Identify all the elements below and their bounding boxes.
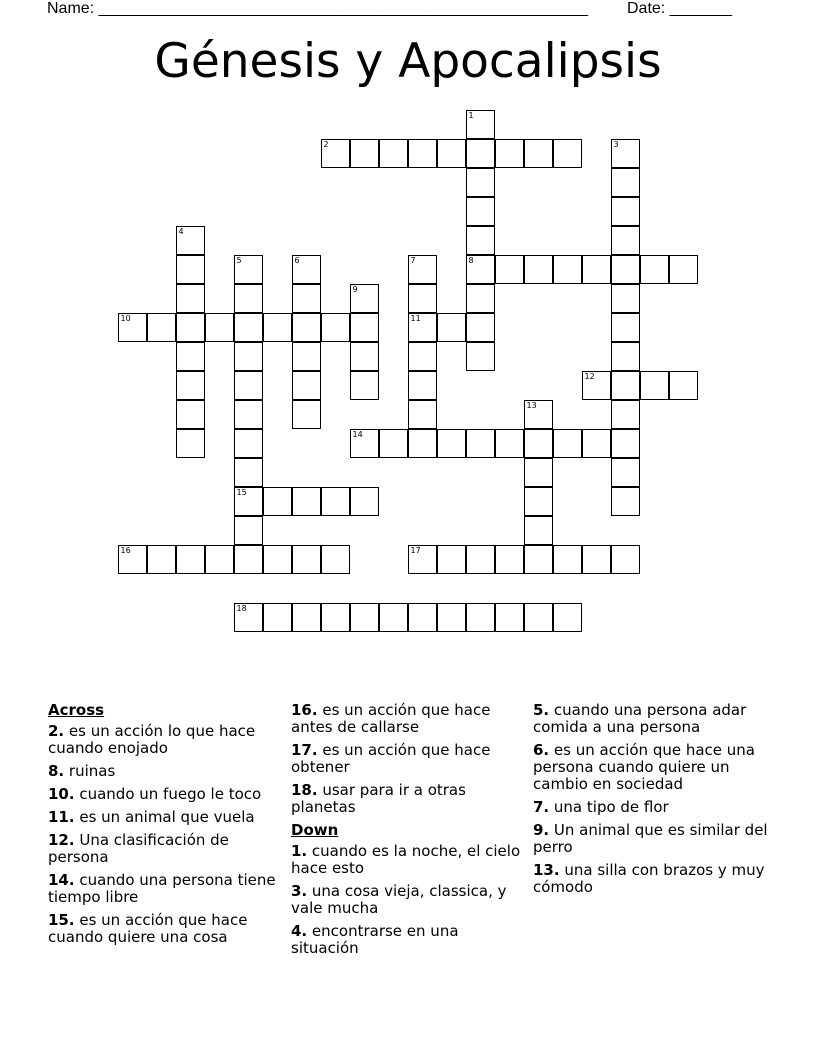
grid-cell[interactable] bbox=[350, 313, 379, 342]
grid-cell[interactable] bbox=[553, 139, 582, 168]
grid-cell[interactable] bbox=[466, 110, 495, 139]
grid-cell[interactable] bbox=[408, 284, 437, 313]
grid-cell[interactable] bbox=[408, 342, 437, 371]
clue-number: 10. bbox=[48, 785, 75, 803]
clue-down-13 bbox=[533, 862, 768, 896]
grid-cell[interactable] bbox=[234, 458, 263, 487]
grid-cell[interactable] bbox=[408, 545, 437, 574]
clue-number: 5. bbox=[533, 701, 550, 719]
clue-text: ruinas bbox=[68, 762, 116, 780]
grid-cell[interactable] bbox=[553, 545, 582, 574]
grid-cell[interactable] bbox=[524, 429, 553, 458]
grid-cell[interactable] bbox=[524, 400, 553, 429]
grid-cell[interactable] bbox=[524, 487, 553, 516]
clue-number: 14. bbox=[48, 871, 75, 889]
grid-cell[interactable] bbox=[350, 429, 379, 458]
cell-number: 9 bbox=[352, 285, 358, 294]
grid-cell[interactable] bbox=[292, 487, 321, 516]
grid-cell[interactable] bbox=[350, 371, 379, 400]
grid-cell[interactable] bbox=[234, 371, 263, 400]
grid-cell[interactable] bbox=[118, 545, 147, 574]
grid-cell[interactable] bbox=[611, 197, 640, 226]
grid-cell[interactable] bbox=[205, 313, 234, 342]
grid-cell[interactable] bbox=[234, 545, 263, 574]
grid-cell[interactable] bbox=[437, 139, 466, 168]
clue-text: una silla con brazos y muy cómodo bbox=[533, 861, 765, 896]
clue-number: 12. bbox=[48, 831, 75, 849]
grid-cell[interactable] bbox=[350, 342, 379, 371]
grid-cell[interactable] bbox=[437, 545, 466, 574]
clue-down-7 bbox=[533, 799, 768, 816]
cell-number: 2 bbox=[323, 140, 329, 149]
clue-text: es un acción que hace cuando quiere una cosa bbox=[48, 911, 248, 946]
clue-across-10 bbox=[48, 786, 283, 803]
grid-cell[interactable] bbox=[524, 545, 553, 574]
grid-cell[interactable] bbox=[611, 371, 640, 400]
grid-cell[interactable] bbox=[176, 255, 205, 284]
grid-cell[interactable] bbox=[176, 226, 205, 255]
clue-text: Un animal que es similar del perro bbox=[533, 821, 768, 856]
grid-cell[interactable] bbox=[524, 255, 553, 284]
grid-cell[interactable] bbox=[292, 342, 321, 371]
clue-across-16 bbox=[291, 702, 526, 736]
grid-cell[interactable] bbox=[234, 429, 263, 458]
grid-cell[interactable] bbox=[263, 313, 292, 342]
cell-number: 11 bbox=[410, 314, 421, 323]
cell-number: 12 bbox=[584, 372, 595, 381]
grid-cell[interactable] bbox=[379, 139, 408, 168]
grid-cell[interactable] bbox=[669, 255, 698, 284]
grid-cell[interactable] bbox=[611, 429, 640, 458]
cell-number: 4 bbox=[178, 227, 184, 236]
grid-cell[interactable] bbox=[495, 429, 524, 458]
clue-text: es un acción que hace obtener bbox=[291, 741, 491, 776]
grid-cell[interactable] bbox=[205, 545, 234, 574]
grid-cell[interactable] bbox=[611, 284, 640, 313]
clue-text: encontrarse en una situación bbox=[291, 922, 459, 957]
grid-cell[interactable] bbox=[379, 429, 408, 458]
grid-cell[interactable] bbox=[234, 342, 263, 371]
clue-text: es un acción lo que hace cuando enojado bbox=[48, 722, 256, 757]
grid-cell[interactable] bbox=[321, 313, 350, 342]
grid-cell[interactable] bbox=[350, 139, 379, 168]
grid-cell[interactable] bbox=[408, 603, 437, 632]
clue-number: 4. bbox=[291, 922, 308, 940]
clue-number: 9. bbox=[533, 821, 550, 839]
clue-down-1 bbox=[291, 843, 526, 877]
grid-cell[interactable] bbox=[582, 255, 611, 284]
grid-cell[interactable] bbox=[176, 545, 205, 574]
grid-cell[interactable] bbox=[466, 139, 495, 168]
clue-text: cuando una persona adar comida a una persona bbox=[533, 701, 747, 736]
clue-down-3 bbox=[291, 883, 526, 917]
grid-cell[interactable] bbox=[350, 487, 379, 516]
clues-column-2 bbox=[291, 702, 526, 963]
grid-cell[interactable] bbox=[234, 313, 263, 342]
grid-cell[interactable] bbox=[234, 603, 263, 632]
clue-number: 6. bbox=[533, 741, 550, 759]
cell-number: 16 bbox=[120, 546, 131, 555]
grid-cell[interactable] bbox=[292, 371, 321, 400]
clues-column-3 bbox=[533, 702, 768, 902]
grid-cell[interactable] bbox=[176, 313, 205, 342]
grid-cell[interactable] bbox=[321, 487, 350, 516]
grid-cell[interactable] bbox=[292, 545, 321, 574]
clue-text: una tipo de flor bbox=[553, 798, 669, 816]
grid-cell[interactable] bbox=[350, 603, 379, 632]
clue-across-12 bbox=[48, 832, 283, 866]
clue-text: usar para ir a otras planetas bbox=[291, 781, 466, 816]
grid-cell[interactable] bbox=[582, 545, 611, 574]
grid-cell[interactable] bbox=[350, 284, 379, 313]
grid-cell[interactable] bbox=[611, 168, 640, 197]
grid-cell[interactable] bbox=[234, 516, 263, 545]
grid-cell[interactable] bbox=[234, 487, 263, 516]
clue-text: es un acción que hace una persona cuando quiere un cambio en sociedad bbox=[533, 741, 755, 793]
grid-cell[interactable] bbox=[379, 603, 408, 632]
grid-cell[interactable] bbox=[466, 255, 495, 284]
clue-across-14 bbox=[48, 872, 283, 906]
grid-cell[interactable] bbox=[408, 255, 437, 284]
cell-number: 14 bbox=[352, 430, 363, 439]
grid-cell[interactable] bbox=[466, 168, 495, 197]
grid-cell[interactable] bbox=[669, 371, 698, 400]
grid-cell[interactable] bbox=[437, 313, 466, 342]
grid-cell[interactable] bbox=[466, 545, 495, 574]
grid-cell[interactable] bbox=[466, 313, 495, 342]
clue-number: 16. bbox=[291, 701, 318, 719]
grid-cell[interactable] bbox=[321, 139, 350, 168]
grid-cell[interactable] bbox=[118, 313, 147, 342]
clue-number: 13. bbox=[533, 861, 560, 879]
grid-cell[interactable] bbox=[176, 371, 205, 400]
grid-cell[interactable] bbox=[611, 342, 640, 371]
grid-cell[interactable] bbox=[408, 139, 437, 168]
cell-number: 5 bbox=[236, 256, 242, 265]
grid-cell[interactable] bbox=[582, 371, 611, 400]
grid-cell[interactable] bbox=[408, 429, 437, 458]
cell-number: 13 bbox=[526, 401, 537, 410]
grid-cell[interactable] bbox=[292, 400, 321, 429]
clue-text: es un animal que vuela bbox=[79, 808, 255, 826]
grid-cell[interactable] bbox=[234, 284, 263, 313]
clue-across-15 bbox=[48, 912, 283, 946]
clue-number: 17. bbox=[291, 741, 318, 759]
grid-cell[interactable] bbox=[640, 371, 669, 400]
grid-cell[interactable] bbox=[611, 400, 640, 429]
grid-cell[interactable] bbox=[466, 284, 495, 313]
date-field[interactable]: Date: _______ bbox=[627, 0, 732, 17]
grid-cell[interactable] bbox=[176, 429, 205, 458]
clue-text: cuando un fuego le toco bbox=[79, 785, 262, 803]
grid-cell[interactable] bbox=[611, 313, 640, 342]
grid-cell[interactable] bbox=[263, 603, 292, 632]
page-title: Génesis y Apocalipsis bbox=[154, 34, 662, 89]
grid-cell[interactable] bbox=[321, 545, 350, 574]
grid-cell[interactable] bbox=[292, 313, 321, 342]
grid-cell[interactable] bbox=[495, 603, 524, 632]
grid-cell[interactable] bbox=[147, 545, 176, 574]
cell-number: 8 bbox=[468, 256, 474, 265]
grid-cell[interactable] bbox=[234, 400, 263, 429]
grid-cell[interactable] bbox=[437, 603, 466, 632]
grid-cell[interactable] bbox=[263, 545, 292, 574]
clue-number: 11. bbox=[48, 808, 75, 826]
name-field[interactable]: Name: _______________________________________________________ bbox=[47, 0, 588, 17]
grid-cell[interactable] bbox=[321, 603, 350, 632]
grid-cell[interactable] bbox=[176, 342, 205, 371]
cell-number: 15 bbox=[236, 488, 247, 497]
clue-number: 7. bbox=[533, 798, 550, 816]
clues-column-1 bbox=[48, 702, 283, 952]
grid-cell[interactable] bbox=[292, 255, 321, 284]
clue-down-4 bbox=[291, 923, 526, 957]
grid-cell[interactable] bbox=[408, 400, 437, 429]
grid-cell[interactable] bbox=[524, 603, 553, 632]
grid-cell[interactable] bbox=[611, 487, 640, 516]
cell-number: 18 bbox=[236, 604, 247, 613]
grid-cell[interactable] bbox=[611, 139, 640, 168]
grid-cell[interactable] bbox=[582, 429, 611, 458]
grid-cell[interactable] bbox=[524, 458, 553, 487]
grid-cell[interactable] bbox=[611, 545, 640, 574]
grid-cell[interactable] bbox=[234, 255, 263, 284]
clue-text: una cosa vieja, classica, y vale mucha bbox=[291, 882, 507, 917]
grid-cell[interactable] bbox=[437, 429, 466, 458]
grid-cell[interactable] bbox=[466, 603, 495, 632]
grid-cell[interactable] bbox=[553, 429, 582, 458]
grid-cell[interactable] bbox=[553, 603, 582, 632]
grid-cell[interactable] bbox=[263, 487, 292, 516]
clue-number: 18. bbox=[291, 781, 318, 799]
clue-number: 15. bbox=[48, 911, 75, 929]
clue-number: 2. bbox=[48, 722, 65, 740]
cell-number: 6 bbox=[294, 256, 300, 265]
clue-number: 1. bbox=[291, 842, 308, 860]
grid-cell[interactable] bbox=[466, 342, 495, 371]
clue-down-6 bbox=[533, 742, 768, 793]
grid-cell[interactable] bbox=[553, 255, 582, 284]
across-heading: Across bbox=[48, 701, 105, 719]
clue-down-9 bbox=[533, 822, 768, 856]
cell-number: 1 bbox=[468, 111, 474, 120]
clue-down-5 bbox=[533, 702, 768, 736]
cell-number: 3 bbox=[613, 140, 619, 149]
grid-cell[interactable] bbox=[524, 516, 553, 545]
clue-across-2 bbox=[48, 723, 283, 757]
grid-cell[interactable] bbox=[408, 371, 437, 400]
grid-cell[interactable] bbox=[495, 139, 524, 168]
grid-cell[interactable] bbox=[408, 313, 437, 342]
grid-cell[interactable] bbox=[466, 429, 495, 458]
grid-cell[interactable] bbox=[495, 255, 524, 284]
grid-cell[interactable] bbox=[495, 545, 524, 574]
clue-across-8 bbox=[48, 763, 283, 780]
grid-cell[interactable] bbox=[611, 255, 640, 284]
clue-across-18 bbox=[291, 782, 526, 816]
grid-cell[interactable] bbox=[292, 603, 321, 632]
grid-cell[interactable] bbox=[640, 255, 669, 284]
clue-number: 3. bbox=[291, 882, 308, 900]
grid-cell[interactable] bbox=[147, 313, 176, 342]
clue-text: Una clasificación de persona bbox=[48, 831, 229, 866]
cell-number: 10 bbox=[120, 314, 131, 323]
down-heading: Down bbox=[291, 821, 339, 839]
clue-text: cuando es la noche, el cielo hace esto bbox=[291, 842, 521, 877]
cell-number: 17 bbox=[410, 546, 421, 555]
grid-cell[interactable] bbox=[524, 139, 553, 168]
grid-cell[interactable] bbox=[611, 226, 640, 255]
clue-across-17 bbox=[291, 742, 526, 776]
grid-cell[interactable] bbox=[466, 226, 495, 255]
cell-number: 7 bbox=[410, 256, 416, 265]
grid-cell[interactable] bbox=[292, 284, 321, 313]
grid-cell[interactable] bbox=[466, 197, 495, 226]
clue-text: cuando una persona tiene tiempo libre bbox=[48, 871, 276, 906]
grid-cell[interactable] bbox=[176, 400, 205, 429]
clue-number: 8. bbox=[48, 762, 65, 780]
grid-cell[interactable] bbox=[176, 284, 205, 313]
clue-across-11 bbox=[48, 809, 283, 826]
clue-text: es un acción que hace antes de callarse bbox=[291, 701, 491, 736]
grid-cell[interactable] bbox=[611, 458, 640, 487]
